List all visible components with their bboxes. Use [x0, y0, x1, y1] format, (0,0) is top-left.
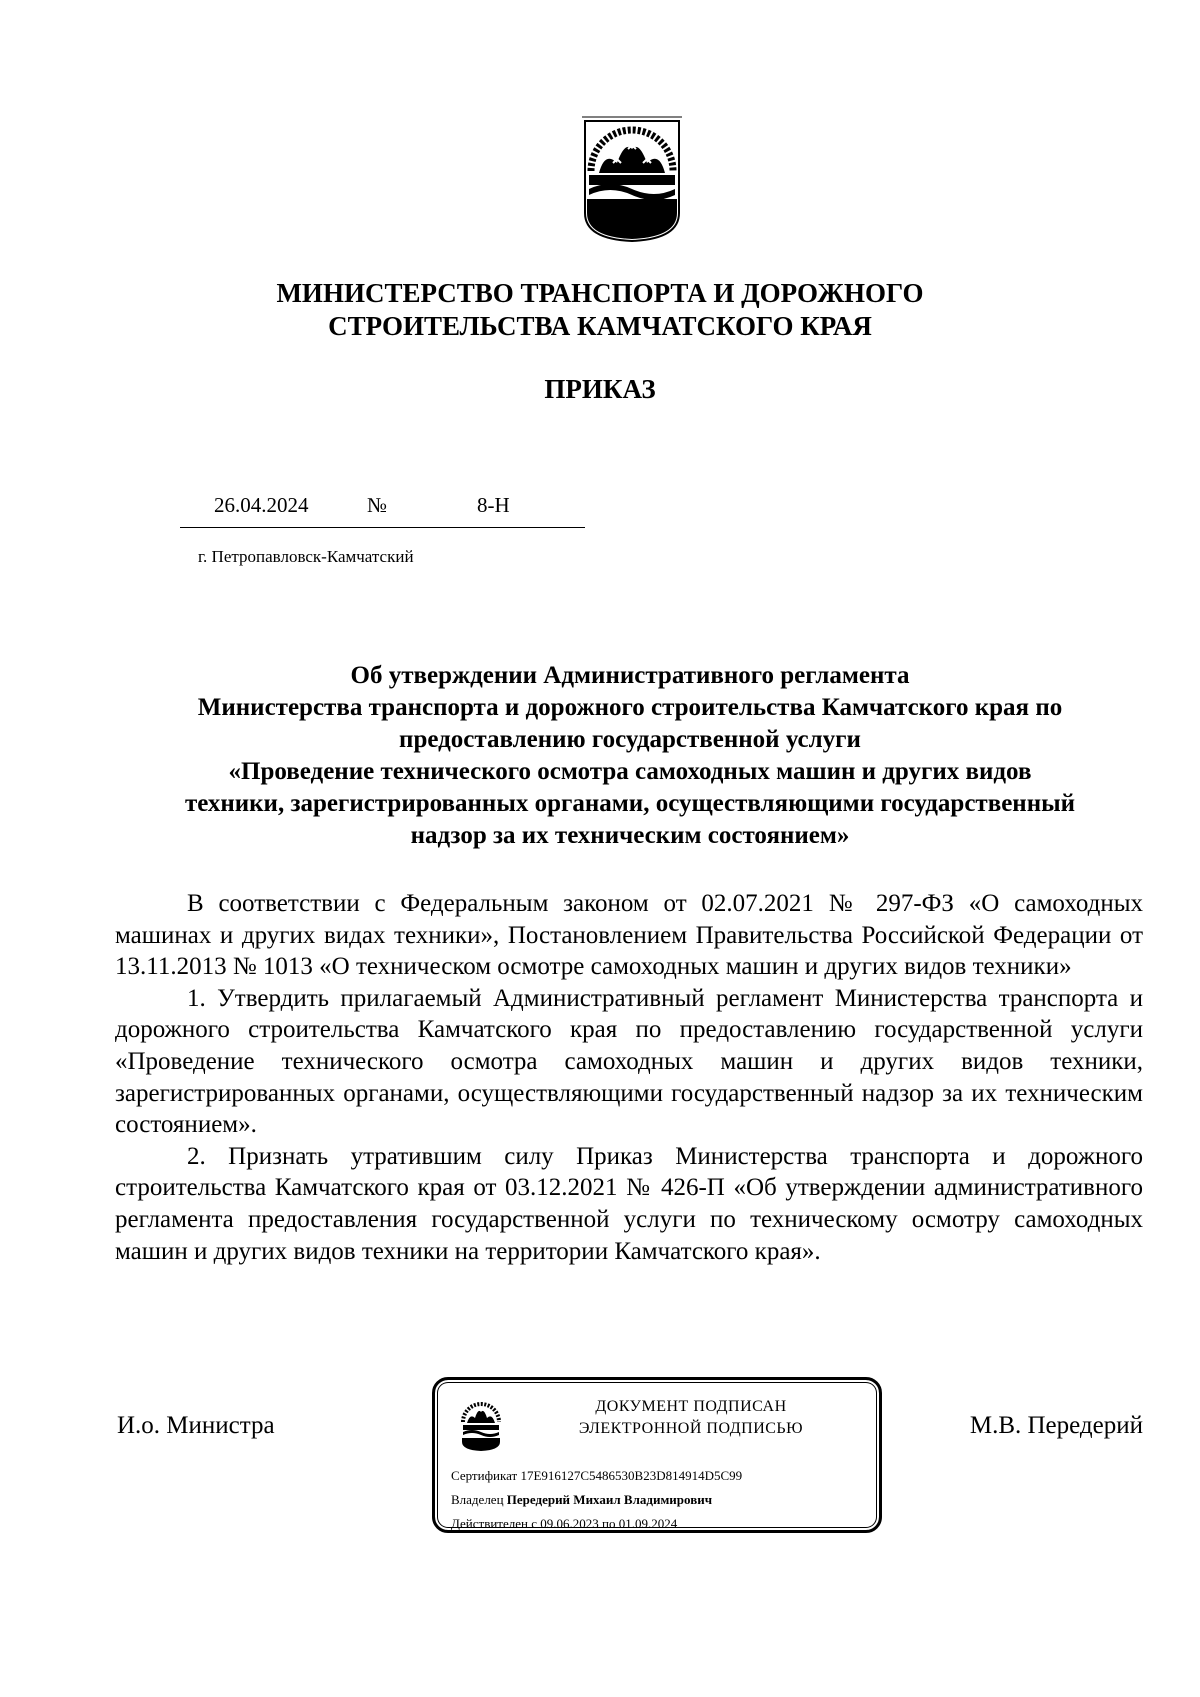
valid-from-label: Действителен с: [451, 1516, 537, 1531]
subject-line: Министерства транспорта и дорожного строительства Камчатского края по: [197, 694, 1063, 721]
ministry-name-line1: МИНИСТЕРСТВО ТРАНСПОРТА И ДОРОЖНОГО: [276, 278, 924, 308]
stamp-certificate-row: [451, 1468, 742, 1484]
order-date-number-line: [180, 493, 585, 528]
signer-name: М.В. Передерий: [969, 1412, 1143, 1439]
electronic-signature-stamp: [432, 1377, 882, 1533]
owner-label: Владелец: [451, 1492, 504, 1507]
certificate-label: Сертификат: [451, 1468, 518, 1483]
valid-to-date: 01.09.2024: [618, 1516, 678, 1531]
stamp-validity-row: [451, 1516, 677, 1532]
ministry-name: [0, 277, 1200, 343]
order-item-2: 2. Признать утратившим силу Приказ Министерства транспорта и дорожного строительства Камчатского края от 03.12.2021 № 426-П «Об утверждении административного регламента предоставления государственной услуги по техническому осмотру самоходных машин и других видов техники на территории Камчатского края».: [115, 1142, 1143, 1265]
order-number: 8-Н: [477, 493, 510, 517]
ministry-name-line2: СТРОИТЕЛЬСТВА КАМЧАТСКОГО КРАЯ: [328, 311, 872, 341]
subject-line: техники, зарегистрированных органами, осуществляющими государственный: [184, 790, 1076, 817]
stamp-owner-row: [451, 1492, 712, 1508]
preamble-paragraph: В соответствии с Федеральным законом от 02.07.2021 № 297-ФЗ «О самоходных машинах и других видах техники», Постановлением Правительства Российской Федерации от 13.11.2013 № 1013 «О техническом осмотре самоходных машин и других видов техники»: [115, 890, 1143, 981]
valid-to-label: по: [602, 1516, 616, 1531]
city: г. Петропавловск-Камчатский: [198, 547, 414, 566]
subject-line: предоставлению государственной услуги: [399, 726, 861, 753]
document-type-title: ПРИКАЗ: [544, 374, 656, 404]
subject-line: Об утверждении Административного регламента: [350, 662, 910, 689]
order-date: 26.04.2024: [214, 493, 309, 517]
order-item-1: 1. Утвердить прилагаемый Административный регламент Министерства транспорта и дорожного строительства Камчатского края по предоставлению государственной услуги «Проведение технического осмотра самоходных машин и других видов техники, зарегистрированных органами, осуществляющими государственный надзор за их техническим состоянием».: [115, 984, 1143, 1139]
order-number-label: №: [367, 493, 388, 517]
subject-line: надзор за их техническим состоянием»: [410, 822, 850, 849]
valid-from-date: 09.06.2023: [540, 1516, 599, 1531]
order-body: [115, 888, 1143, 1267]
certificate-serial: 17E916127C5486530B23D814914D5C99: [520, 1468, 743, 1483]
order-subject: [100, 660, 1160, 852]
owner-name: Передерий Михаил Владимирович: [506, 1492, 713, 1507]
subject-line: «Проведение технического осмотра самоходных машин и других видов: [228, 758, 1032, 785]
signer-position: И.о. Министра: [117, 1412, 275, 1439]
kamchatka-coat-of-arms-icon: [457, 1396, 505, 1452]
kamchatka-coat-of-arms-icon: [577, 113, 687, 243]
stamp-heading-line2: ЭЛЕКТРОННОЙ ПОДПИСЬЮ: [578, 1420, 804, 1437]
stamp-heading: [511, 1396, 871, 1440]
stamp-heading-line1: ДОКУМЕНТ ПОДПИСАН: [595, 1398, 787, 1415]
